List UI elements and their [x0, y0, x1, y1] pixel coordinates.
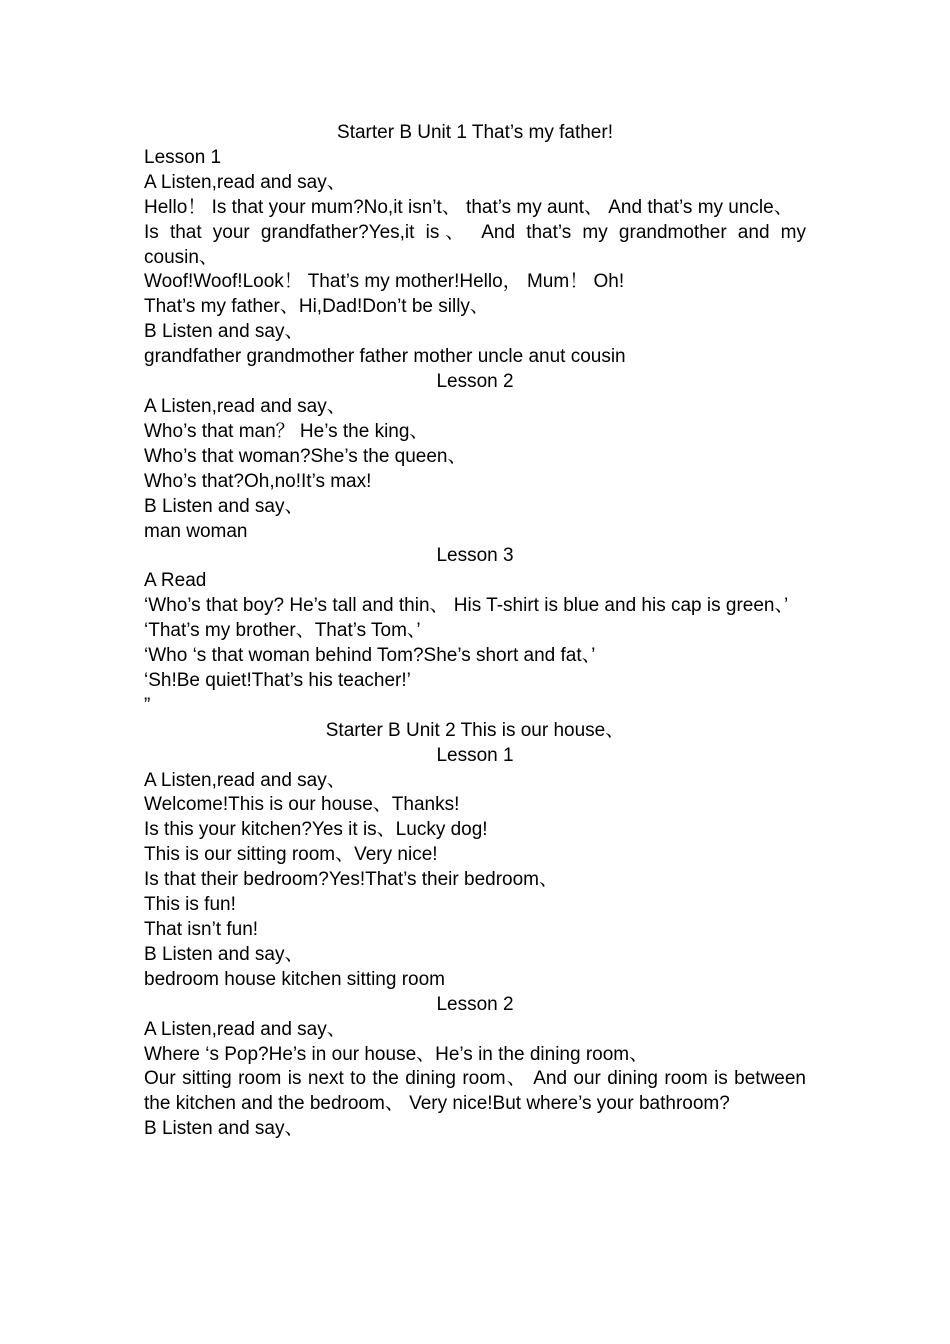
section-heading: Starter B Unit 1 That’s my father! — [337, 122, 613, 143]
text-line: Who’s that?Oh,no!It’s max! — [144, 470, 372, 492]
text-line: Hello！ Is that your mum?No,it isn’t、 that’s my aunt、 And that’s my uncle、 — [144, 196, 793, 218]
section-heading: Lesson 3 — [436, 545, 514, 567]
text-line: A Listen,read and say、 — [144, 171, 346, 193]
text-line: Welcome!This is our house、Thanks! — [144, 794, 460, 816]
text-line: A Listen,read and say、 — [144, 769, 346, 791]
text-line: This is our sitting room、Very nice! — [144, 844, 438, 866]
text-line: ‘Who’s that boy? He’s tall and thin、 His T-shirt is blue and his cap is green、’ — [144, 595, 789, 617]
text-line: This is fun! — [144, 894, 236, 916]
text-line: Is this your kitchen?Yes it is、Lucky dog! — [144, 819, 488, 841]
text-line: Is that your grandfather?Yes,it is、 And that’s my grandmother and my cousin、 — [144, 221, 806, 268]
document-body — [144, 121, 806, 1142]
text-line: B Listen and say、 — [144, 943, 304, 965]
text-line: Is that their bedroom?Yes!That’s their bedroom、 — [144, 869, 559, 891]
text-line: A Read — [144, 570, 207, 592]
section-heading: Lesson 1 — [436, 744, 514, 766]
text-line: ‘Sh!Be quiet!That’s his teacher!’ — [144, 669, 411, 691]
text-line: B Listen and say、 — [144, 321, 304, 343]
text-line: man woman — [144, 520, 248, 542]
text-line: Woof!Woof!Look！ That’s my mother!Hello， Mum！ Oh! — [144, 271, 625, 293]
text-line: Who’s that woman?She’s the queen、 — [144, 445, 467, 467]
text-line: Our sitting room is next to the dining room、 And our dining room is between the kitchen and the bedroom、 Very nice!But where’s your bathroom? — [144, 1068, 806, 1115]
section-heading: Lesson 2 — [436, 371, 514, 393]
text-line: ‘That’s my brother、That’s Tom、’ — [144, 620, 421, 642]
text-line: Where ‘s Pop?He’s in our house、He’s in the dining room、 — [144, 1043, 649, 1065]
text-line: That’s my father、Hi,Dad!Don’t be silly、 — [144, 296, 489, 318]
text-line: ” — [144, 694, 151, 716]
text-line: A Listen,read and say、 — [144, 1018, 346, 1040]
text-line: bedroom house kitchen sitting room — [144, 968, 445, 990]
text-line: A Listen,read and say、 — [144, 395, 346, 417]
text-line: grandfather grandmother father mother uncle anut cousin — [144, 346, 626, 368]
text-line: Who’s that man？ He’s the king、 — [144, 420, 429, 442]
text-line: ‘Who ‘s that woman behind Tom?She’s short and fat、’ — [144, 645, 596, 667]
text-line: B Listen and say、 — [144, 495, 304, 517]
section-heading: Starter B Unit 2 This is our house、 — [325, 719, 625, 741]
text-line: Lesson 1 — [144, 146, 222, 168]
section-heading: Lesson 2 — [436, 993, 514, 1015]
text-line: That isn’t fun! — [144, 919, 259, 940]
text-line: B Listen and say、 — [144, 1118, 304, 1140]
